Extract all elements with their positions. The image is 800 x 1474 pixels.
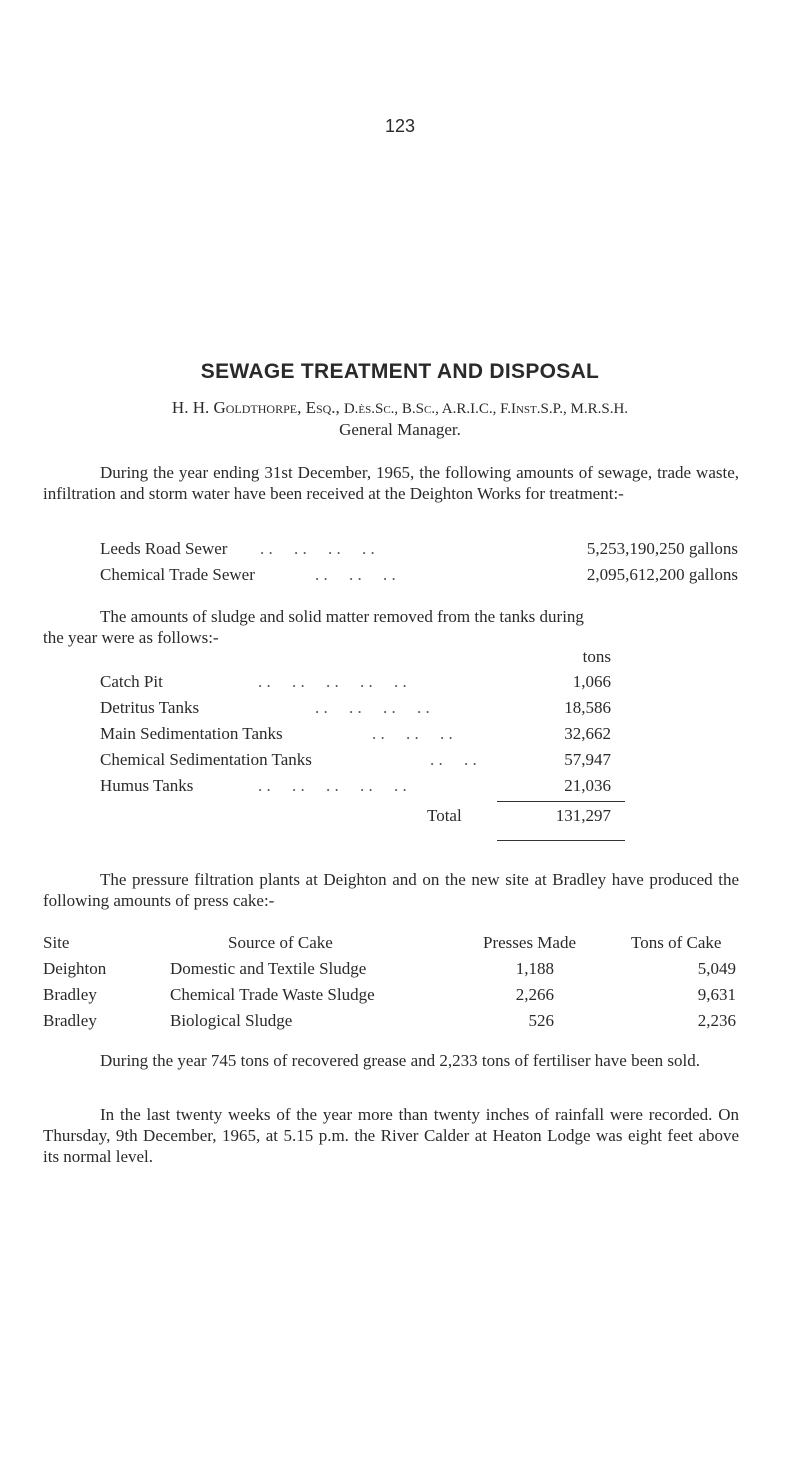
sludge-name: Detritus Tanks <box>100 698 200 717</box>
total-rule-top <box>497 801 625 802</box>
cell-site: Bradley <box>43 985 97 1004</box>
inflow-value-chemical: 2,095,612,200 gallons <box>586 565 738 584</box>
table-header-source: Source of Cake <box>228 933 333 952</box>
sludge-value: 32,662 <box>564 724 611 743</box>
cell-presses: 526 <box>528 1011 554 1030</box>
cell-source: Biological Sludge <box>170 1011 293 1030</box>
intro-paragraph: During the year ending 31st December, 1965, the following amounts of sewage, trade waste, infiltration and storm water have been received at the Deighton Works for treatment:- <box>43 463 739 503</box>
sludge-value: 21,036 <box>564 776 611 795</box>
leader-dots: . . . . . . <box>315 565 396 584</box>
sludge-name: Main Sedimentation Tanks <box>100 724 283 743</box>
cell-tons: 5,049 <box>697 959 736 978</box>
cell-source: Chemical Trade Waste Sludge <box>170 985 375 1004</box>
sludge-unit: tons <box>582 647 611 666</box>
author-name: H. H. Goldthorpe, Esq., <box>171 398 340 417</box>
leader-dots: . . . . . . . . . . <box>258 672 407 691</box>
author-role: General Manager. <box>339 420 461 439</box>
sludge-value: 1,066 <box>572 672 611 691</box>
leader-dots: . . . . . . . . <box>315 698 430 717</box>
sludge-name: Humus Tanks <box>100 776 194 795</box>
sludge-total-label: Total <box>427 806 462 825</box>
author-qualifications: D.ès.Sc., B.Sc., A.R.I.C., F.Inst.S.P., M.R.S.H. <box>343 401 629 417</box>
grease-paragraph: During the year 745 tons of recovered grease and 2,233 tons of fertiliser have been sold. <box>100 1051 700 1070</box>
sludge-name: Chemical Sedimentation Tanks <box>100 750 312 769</box>
inflow-name-leeds: Leeds Road Sewer <box>100 539 228 558</box>
table-header-presses: Presses Made <box>483 933 577 952</box>
pressure-paragraph: The pressure filtration plants at Deighton and on the new site at Bradley have produced the following amounts of press cake:- <box>43 870 739 910</box>
page-number: 123 <box>384 116 416 136</box>
rainfall-paragraph: In the last twenty weeks of the year more than twenty inches of rainfall were recorded. On Thursday, 9th December, 1965, at 5.15 p.m. the River Calder at Heaton Lodge was eight feet above its normal level. <box>43 1105 739 1166</box>
author-line <box>0 398 800 418</box>
inflow-value-leeds: 5,253,190,250 gallons <box>586 539 738 558</box>
sludge-name: Catch Pit <box>100 672 163 691</box>
cell-site: Deighton <box>43 959 107 978</box>
cell-presses: 1,188 <box>515 959 554 978</box>
sludge-total-value: 131,297 <box>555 806 611 825</box>
leader-dots: . . . . . . . . <box>260 539 375 558</box>
sludge-paragraph-line1: The amounts of sludge and solid matter removed from the tanks during <box>100 607 584 626</box>
cell-source: Domestic and Textile Sludge <box>170 959 367 978</box>
sludge-value: 18,586 <box>564 698 611 717</box>
cell-presses: 2,266 <box>515 985 554 1004</box>
sludge-paragraph-line2: the year were as follows:- <box>43 628 219 647</box>
sludge-value: 57,947 <box>564 750 611 769</box>
total-rule-bottom <box>497 840 625 841</box>
table-header-tons: Tons of Cake <box>631 933 722 952</box>
table-header-site: Site <box>43 933 70 952</box>
cell-tons: 2,236 <box>697 1011 736 1030</box>
leader-dots: . . . . . . <box>372 724 453 743</box>
cell-tons: 9,631 <box>697 985 736 1004</box>
cell-site: Bradley <box>43 1011 97 1030</box>
page-title: SEWAGE TREATMENT AND DISPOSAL <box>200 360 600 383</box>
leader-dots: . . . . <box>430 750 477 769</box>
inflow-name-chemical: Chemical Trade Sewer <box>100 565 255 584</box>
leader-dots: . . . . . . . . . . <box>258 776 407 795</box>
